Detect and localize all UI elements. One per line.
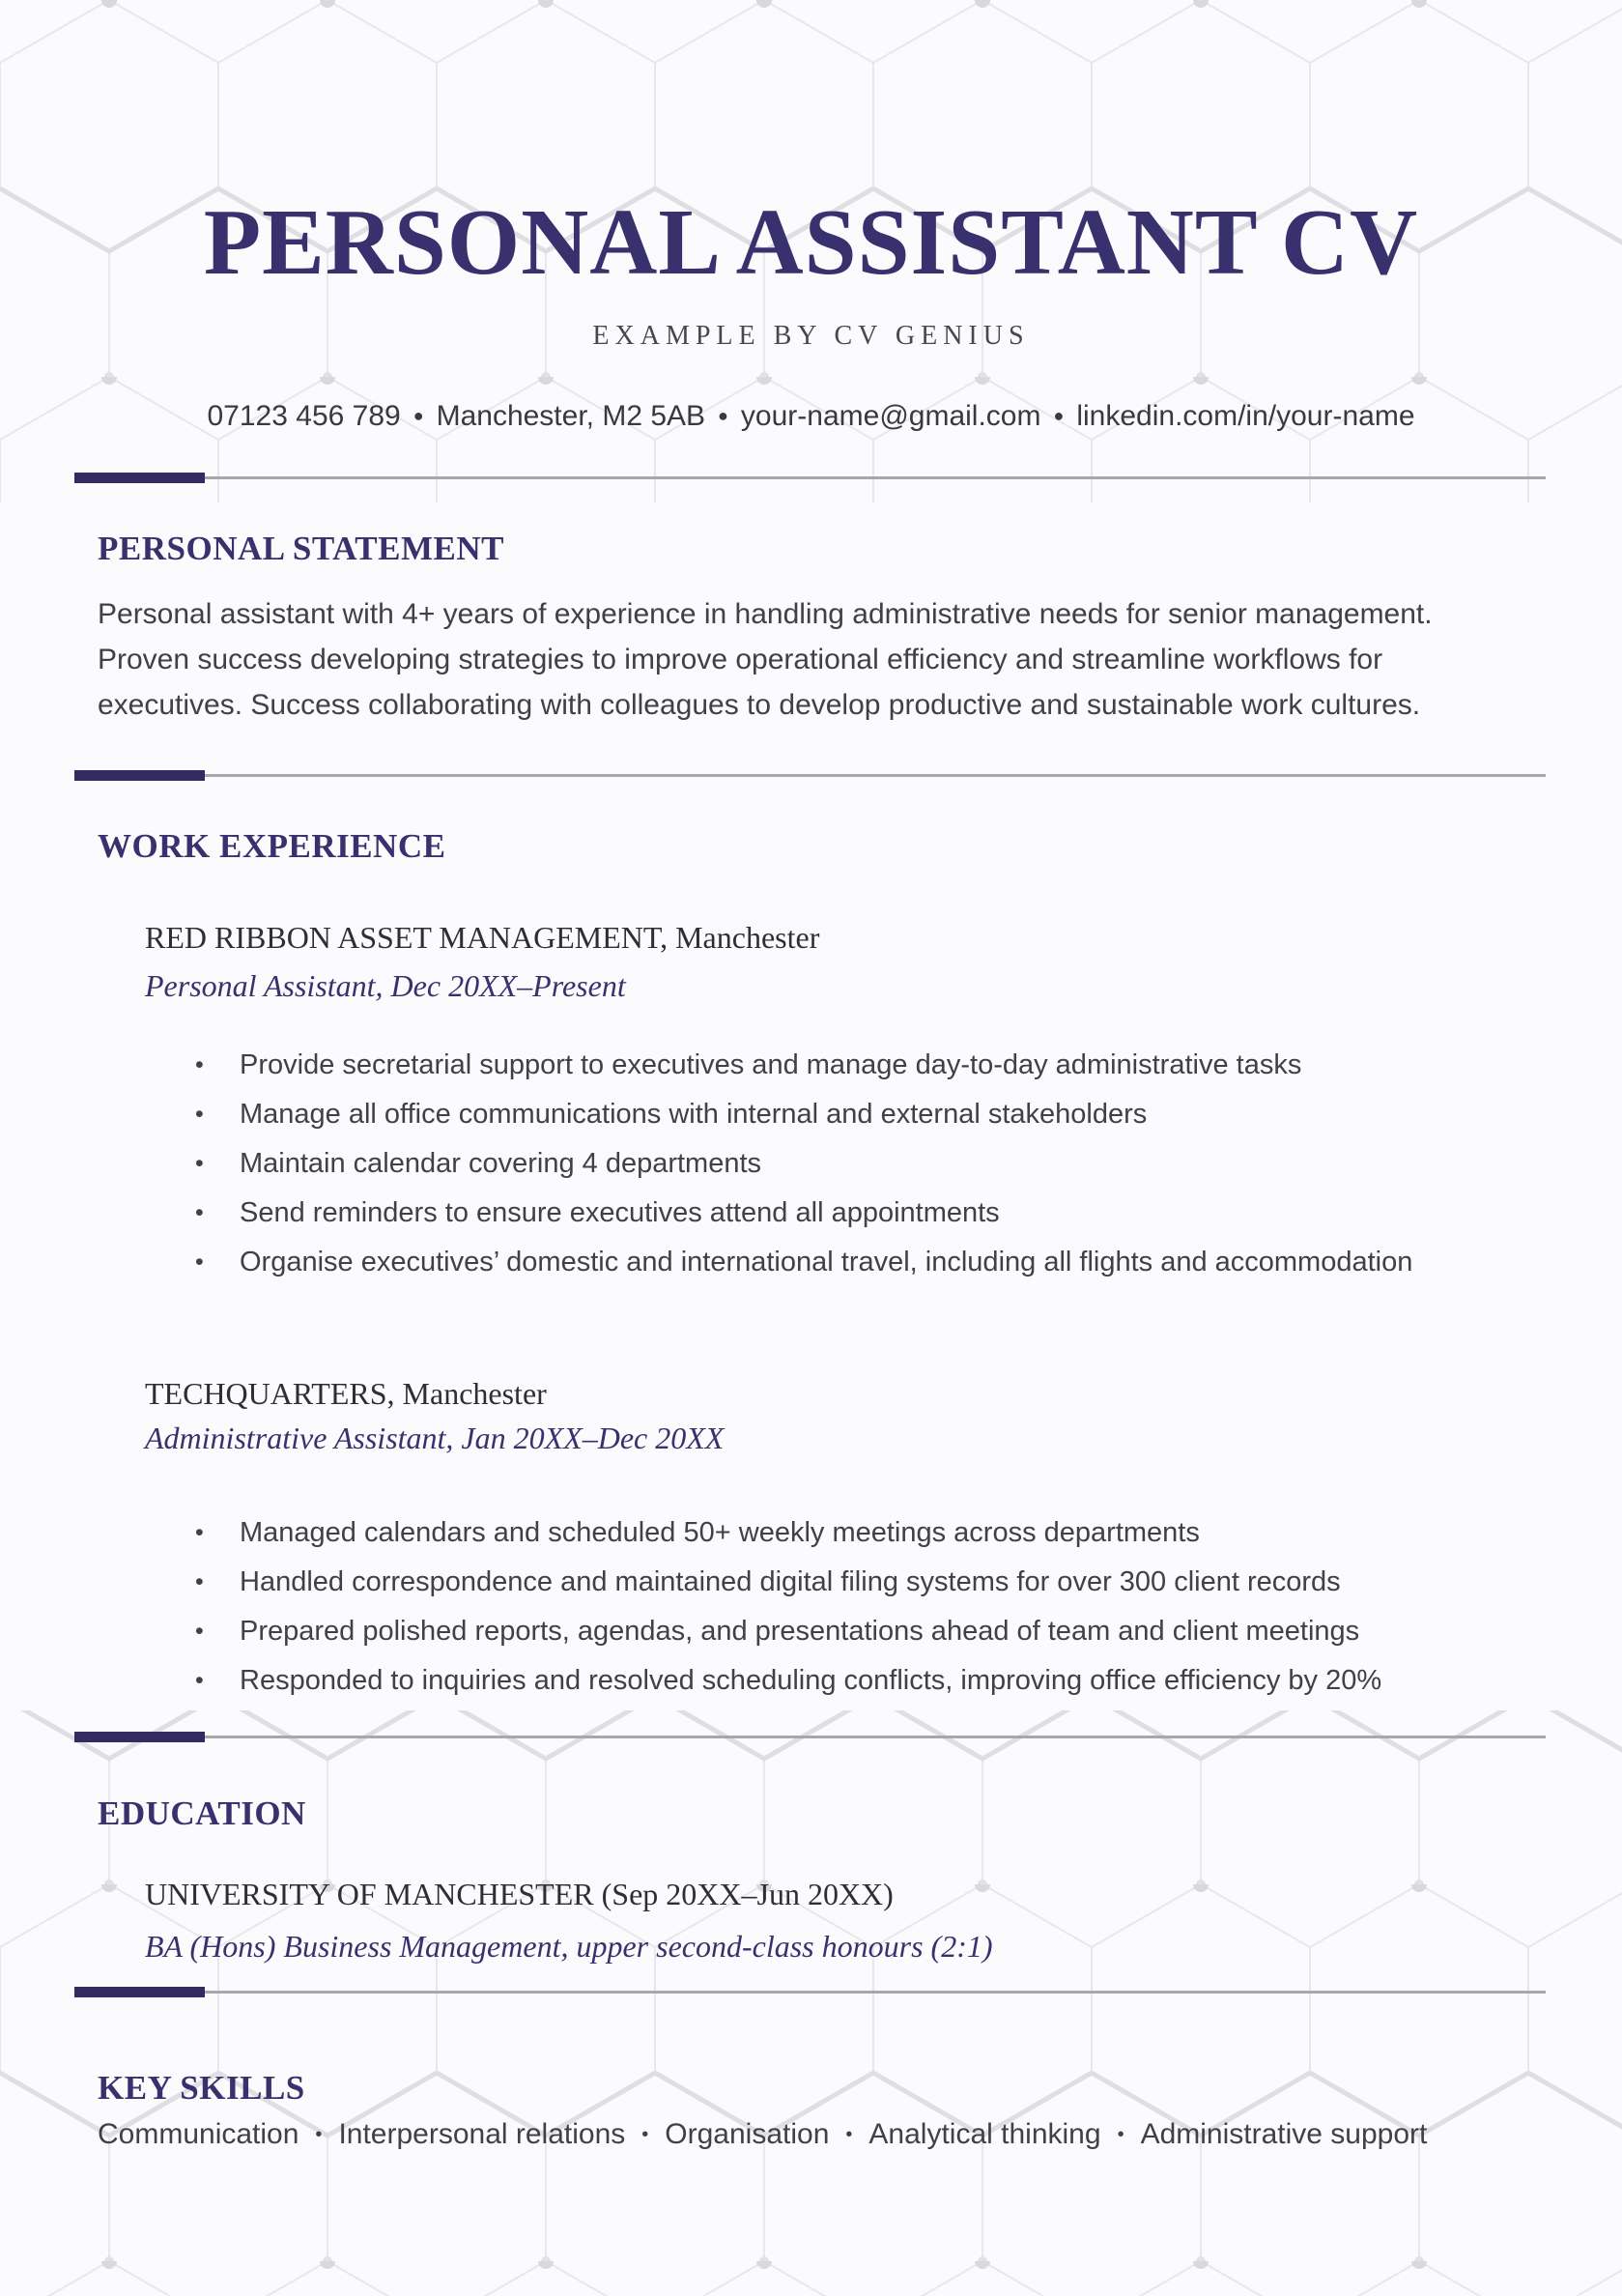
contact-separator-dot: ● [1053, 406, 1065, 425]
divider-accent-bar [74, 770, 205, 781]
bullet-item [180, 1193, 1551, 1232]
divider-accent-bar [74, 1732, 205, 1742]
divider-accent-bar [74, 473, 205, 483]
bullet-glyph: • [195, 1101, 204, 1128]
section-divider [74, 770, 1546, 781]
education-school: UNIVERSITY OF MANCHESTER (Sep 20XX–Jun 20XX) [145, 1877, 894, 1911]
skills-line [98, 2118, 1545, 2151]
job-role-dates: Personal Assistant, Dec 20XX–Present [145, 968, 626, 1003]
bullet-text: Organise executives’ domestic and international travel, including all flights and accommodation [240, 1247, 1413, 1277]
contact-phone: 07123 456 789 [207, 400, 401, 432]
contact-line [0, 400, 1622, 433]
bullet-item [180, 1046, 1551, 1084]
divider-rule-line [205, 774, 1546, 777]
divider-rule-line [205, 1991, 1546, 1994]
contact-email: your-name@gmail.com [740, 400, 1041, 432]
page-title: PERSONAL ASSISTANT CV [203, 190, 1419, 294]
job-company: TECHQUARTERS, Manchester [145, 1376, 547, 1411]
bullet-glyph: • [195, 1618, 204, 1645]
job-bullet-list [180, 1513, 1551, 1710]
job-company: RED RIBBON ASSET MANAGEMENT, Manchester [145, 920, 820, 955]
bullet-item [180, 1612, 1551, 1650]
bullet-glyph: • [195, 1519, 204, 1546]
bullet-glyph: • [195, 1667, 204, 1694]
skill-separator-dot: • [315, 2124, 323, 2145]
bullet-glyph: • [195, 1568, 204, 1595]
skill-item: Communication [98, 2118, 299, 2150]
section-divider [74, 473, 1546, 483]
contact-separator-dot: ● [413, 406, 424, 425]
skill-separator-dot: • [641, 2124, 649, 2145]
bullet-item [180, 1513, 1551, 1552]
bullet-item [180, 1563, 1551, 1601]
section-heading-personal-statement: PERSONAL STATEMENT [98, 530, 504, 567]
bullet-item [180, 1243, 1551, 1281]
bullet-glyph: • [195, 1051, 204, 1078]
bullet-text: Handled correspondence and maintained digital filing systems for over 300 client records [240, 1566, 1341, 1597]
section-heading-work-experience: WORK EXPERIENCE [98, 827, 446, 865]
bullet-item [180, 1144, 1551, 1183]
skill-item: Administrative support [1140, 2118, 1428, 2150]
bullet-text: Manage all office communications with internal and external stakeholders [240, 1099, 1148, 1130]
bullet-text: Provide secretarial support to executives and manage day-to-day administrative tasks [240, 1049, 1302, 1080]
skill-item: Interpersonal relations [338, 2118, 626, 2150]
section-divider [74, 1987, 1546, 1997]
bullet-glyph: • [195, 1199, 204, 1226]
bullet-glyph: • [195, 1150, 204, 1177]
section-divider [74, 1732, 1546, 1742]
contact-location: Manchester, M2 5AB [436, 400, 706, 432]
skill-item: Organisation [665, 2118, 830, 2150]
bullet-text: Responded to inquiries and resolved scheduling conflicts, improving office efficiency by 20% [240, 1665, 1382, 1696]
bullet-text: Maintain calendar covering 4 departments [240, 1148, 762, 1179]
bullet-text: Send reminders to ensure executives attend all appointments [240, 1197, 1000, 1228]
contact-separator-dot: ● [718, 406, 728, 425]
divider-accent-bar [74, 1987, 205, 1997]
skill-separator-dot: • [845, 2124, 853, 2145]
divider-rule-line [205, 476, 1546, 479]
education-degree: BA (Hons) Business Management, upper second-class honours (2:1) [145, 1929, 993, 1964]
personal-statement-text: Personal assistant with 4+ years of experience in handling administrative needs for senior management. Proven success developing strategies to improve operational efficiency and streamline workflows for executives. Success collaborating with colleagues to develop productive and sustainable work cultures. [98, 598, 1433, 721]
bullet-glyph: • [195, 1248, 204, 1276]
bullet-text: Managed calendars and scheduled 50+ weekly meetings across departments [240, 1517, 1200, 1548]
section-heading-key-skills: KEY SKILLS [98, 2069, 305, 2107]
contact-linkedin: linkedin.com/in/your-name [1076, 400, 1415, 432]
skill-separator-dot: • [1117, 2124, 1124, 2145]
bullet-item [180, 1095, 1551, 1134]
job-bullet-list [180, 1046, 1551, 1292]
section-heading-education: EDUCATION [98, 1794, 306, 1832]
page-subtitle: EXAMPLE BY CV GENIUS [592, 321, 1030, 351]
job-role-dates: Administrative Assistant, Jan 20XX–Dec 20XX [145, 1421, 725, 1455]
divider-rule-line [205, 1736, 1546, 1738]
bullet-item [180, 1661, 1551, 1700]
skill-item: Analytical thinking [868, 2118, 1101, 2150]
bullet-text: Prepared polished reports, agendas, and presentations ahead of team and client meetings [240, 1616, 1360, 1647]
